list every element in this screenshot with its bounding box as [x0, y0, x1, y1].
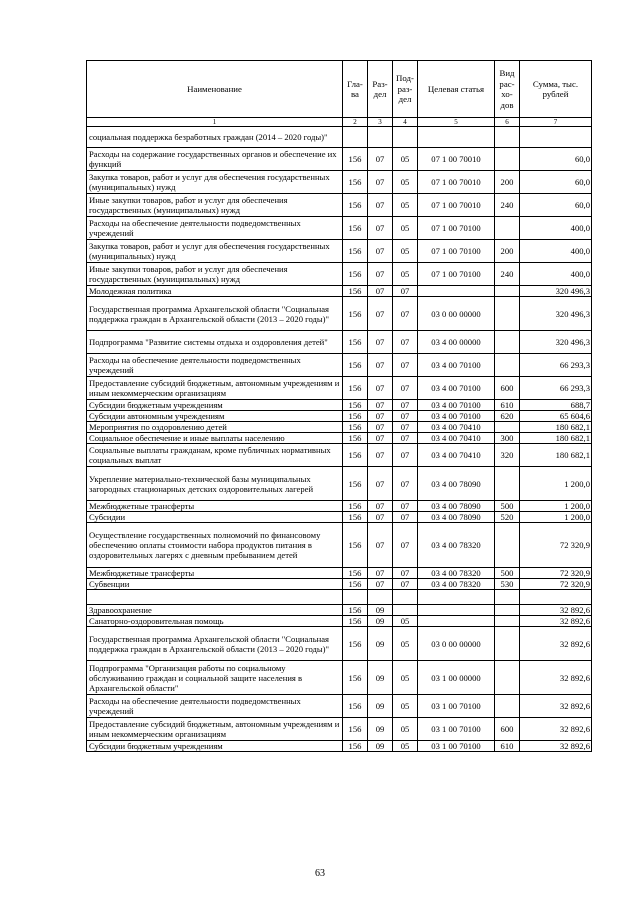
row-sum: 60,0 — [520, 148, 592, 171]
row-podrazdel: 05 — [393, 741, 418, 752]
row-vid: 530 — [495, 579, 520, 590]
row-podrazdel: 07 — [393, 501, 418, 512]
row-sum — [520, 127, 592, 148]
row-article: 07 1 00 70010 — [418, 148, 495, 171]
row-vid — [495, 422, 520, 433]
row-sum: 60,0 — [520, 171, 592, 194]
row-name: Закупка товаров, работ и услуг для обеспечения государственных (муниципальных) нужд — [87, 240, 343, 263]
row-podrazdel — [393, 590, 418, 605]
row-vid: 600 — [495, 377, 520, 400]
row-podrazdel: 07 — [393, 579, 418, 590]
row-article — [418, 286, 495, 297]
table-row — [87, 501, 592, 512]
row-razdel: 07 — [368, 240, 393, 263]
row-razdel: 07 — [368, 501, 393, 512]
row-vid: 300 — [495, 433, 520, 444]
row-vid — [495, 331, 520, 354]
row-article: 03 1 00 70100 — [418, 741, 495, 752]
col-number: 3 — [368, 118, 393, 127]
row-article: 03 1 00 70100 — [418, 718, 495, 741]
row-glava: 156 — [343, 501, 368, 512]
row-sum: 400,0 — [520, 240, 592, 263]
col-number: 2 — [343, 118, 368, 127]
row-sum: 72 320,9 — [520, 568, 592, 579]
row-vid — [495, 127, 520, 148]
table-row — [87, 400, 592, 411]
row-name: Предоставление субсидий бюджетным, автономным учреждениям и иным некоммерческим организациям — [87, 718, 343, 741]
table-row — [87, 523, 592, 568]
row-sum: 32 892,6 — [520, 661, 592, 695]
row-sum: 1 200,0 — [520, 512, 592, 523]
table-row — [87, 263, 592, 286]
row-razdel: 09 — [368, 695, 393, 718]
row-podrazdel: 07 — [393, 444, 418, 467]
row-name: Государственная программа Архангельской области "Социальная поддержка граждан в Архангельской области (2013 – 2020 годы)" — [87, 297, 343, 331]
header-razdel: Раз-дел — [368, 61, 393, 118]
row-podrazdel: 07 — [393, 422, 418, 433]
row-razdel: 07 — [368, 422, 393, 433]
row-sum: 688,7 — [520, 400, 592, 411]
row-name: Государственная программа Архангельской области "Социальная поддержка граждан в Архангельской области (2013 – 2020 годы)" — [87, 627, 343, 661]
table-row — [87, 579, 592, 590]
row-vid — [495, 148, 520, 171]
row-article: 03 0 00 00000 — [418, 297, 495, 331]
row-sum: 32 892,6 — [520, 605, 592, 616]
row-razdel: 07 — [368, 579, 393, 590]
row-glava: 156 — [343, 523, 368, 568]
row-podrazdel: 07 — [393, 467, 418, 501]
row-sum: 72 320,9 — [520, 579, 592, 590]
row-glava: 156 — [343, 411, 368, 422]
table-row — [87, 512, 592, 523]
table-row — [87, 148, 592, 171]
row-sum: 32 892,6 — [520, 695, 592, 718]
header-sum: Сумма, тыс. рублей — [520, 61, 592, 118]
table-row — [87, 433, 592, 444]
row-name: Подпрограмма "Развитие системы отдыха и оздоровления детей" — [87, 331, 343, 354]
row-podrazdel: 07 — [393, 286, 418, 297]
row-podrazdel: 07 — [393, 512, 418, 523]
table-row — [87, 217, 592, 240]
row-name: Иные закупки товаров, работ и услуг для обеспечения государственных (муниципальных) нужд — [87, 263, 343, 286]
row-glava: 156 — [343, 354, 368, 377]
row-glava: 156 — [343, 377, 368, 400]
row-sum: 320 496,3 — [520, 286, 592, 297]
row-vid: 610 — [495, 400, 520, 411]
row-razdel: 09 — [368, 605, 393, 616]
row-article: 03 4 00 70100 — [418, 400, 495, 411]
header-article: Целевая статья — [418, 61, 495, 118]
row-glava: 156 — [343, 579, 368, 590]
row-podrazdel: 05 — [393, 217, 418, 240]
row-razdel: 09 — [368, 741, 393, 752]
row-glava: 156 — [343, 433, 368, 444]
row-name: Межбюджетные трансферты — [87, 568, 343, 579]
row-podrazdel — [393, 605, 418, 616]
row-sum: 400,0 — [520, 217, 592, 240]
row-name: Расходы на обеспечение деятельности подведомственных учреждений — [87, 217, 343, 240]
row-vid — [495, 605, 520, 616]
row-sum: 66 293,3 — [520, 377, 592, 400]
row-name: Молодежная политика — [87, 286, 343, 297]
row-article — [418, 616, 495, 627]
row-article: 07 1 00 70100 — [418, 217, 495, 240]
row-podrazdel: 05 — [393, 263, 418, 286]
row-razdel: 07 — [368, 331, 393, 354]
row-glava: 156 — [343, 422, 368, 433]
row-vid — [495, 590, 520, 605]
row-sum: 400,0 — [520, 263, 592, 286]
row-podrazdel — [393, 127, 418, 148]
table-row — [87, 377, 592, 400]
row-razdel: 07 — [368, 297, 393, 331]
row-name: Социальные выплаты гражданам, кроме публичных нормативных социальных выплат — [87, 444, 343, 467]
row-glava: 156 — [343, 444, 368, 467]
row-podrazdel: 05 — [393, 695, 418, 718]
row-name: Укрепление материально-технической базы муниципальных загородных стационарных детских оздоровительных лагерей — [87, 467, 343, 501]
row-article: 03 4 00 78320 — [418, 523, 495, 568]
row-glava: 156 — [343, 148, 368, 171]
row-article: 07 1 00 70010 — [418, 194, 495, 217]
row-sum: 72 320,9 — [520, 523, 592, 568]
table-row — [87, 661, 592, 695]
row-razdel: 07 — [368, 194, 393, 217]
row-name: Субсидии автономным учреждениям — [87, 411, 343, 422]
row-vid — [495, 695, 520, 718]
row-name: Закупка товаров, работ и услуг для обеспечения государственных (муниципальных) нужд — [87, 171, 343, 194]
row-glava: 156 — [343, 718, 368, 741]
row-vid — [495, 217, 520, 240]
row-podrazdel: 07 — [393, 400, 418, 411]
header-name: Наименование — [87, 61, 343, 118]
row-razdel: 07 — [368, 263, 393, 286]
row-article: 03 4 00 70100 — [418, 354, 495, 377]
row-sum: 1 200,0 — [520, 501, 592, 512]
row-podrazdel: 07 — [393, 377, 418, 400]
header-podrazdel: Под-раз-дел — [393, 61, 418, 118]
row-article: 03 1 00 00000 — [418, 661, 495, 695]
row-glava: 156 — [343, 568, 368, 579]
table-row — [87, 741, 592, 752]
row-razdel: 09 — [368, 627, 393, 661]
table-row — [87, 171, 592, 194]
row-name: Межбюджетные трансферты — [87, 501, 343, 512]
row-glava: 156 — [343, 695, 368, 718]
table-row — [87, 354, 592, 377]
row-name: социальная поддержка безработных граждан (2014 – 2020 годы)" — [87, 127, 343, 148]
budget-table — [86, 60, 592, 752]
row-name: Предоставление субсидий бюджетным, автономным учреждениям и иным некоммерческим организациям — [87, 377, 343, 400]
header-vid: Вид рас-хо-дов — [495, 61, 520, 118]
row-podrazdel: 07 — [393, 568, 418, 579]
row-sum: 65 604,6 — [520, 411, 592, 422]
header-row — [87, 61, 592, 118]
row-name: Субсидии бюджетным учреждениям — [87, 400, 343, 411]
row-razdel: 07 — [368, 217, 393, 240]
row-article — [418, 590, 495, 605]
row-article: 03 4 00 70410 — [418, 444, 495, 467]
row-podrazdel: 05 — [393, 171, 418, 194]
row-sum: 180 682,1 — [520, 433, 592, 444]
table-row — [87, 568, 592, 579]
row-razdel: 07 — [368, 411, 393, 422]
row-glava: 156 — [343, 286, 368, 297]
table-row — [87, 627, 592, 661]
row-razdel — [368, 590, 393, 605]
row-razdel: 07 — [368, 512, 393, 523]
row-vid — [495, 467, 520, 501]
row-podrazdel: 05 — [393, 240, 418, 263]
row-sum: 32 892,6 — [520, 616, 592, 627]
table-row — [87, 444, 592, 467]
row-podrazdel: 05 — [393, 148, 418, 171]
row-razdel: 07 — [368, 148, 393, 171]
row-article: 07 1 00 70100 — [418, 240, 495, 263]
row-article: 03 4 00 70410 — [418, 422, 495, 433]
col-number: 6 — [495, 118, 520, 127]
col-number: 5 — [418, 118, 495, 127]
table-row — [87, 411, 592, 422]
row-article: 03 4 00 78320 — [418, 579, 495, 590]
row-vid: 620 — [495, 411, 520, 422]
row-article — [418, 605, 495, 616]
row-article: 03 4 00 78090 — [418, 467, 495, 501]
row-glava: 156 — [343, 400, 368, 411]
row-razdel: 07 — [368, 467, 393, 501]
row-glava: 156 — [343, 171, 368, 194]
row-vid: 600 — [495, 718, 520, 741]
row-podrazdel: 07 — [393, 523, 418, 568]
row-sum: 32 892,6 — [520, 741, 592, 752]
table-row — [87, 422, 592, 433]
row-vid: 520 — [495, 512, 520, 523]
table-body — [87, 127, 592, 752]
row-vid — [495, 297, 520, 331]
row-glava: 156 — [343, 217, 368, 240]
row-glava: 156 — [343, 741, 368, 752]
page-number: 63 — [315, 868, 325, 879]
row-sum: 320 496,3 — [520, 331, 592, 354]
row-article: 03 4 00 70100 — [418, 377, 495, 400]
row-podrazdel: 07 — [393, 433, 418, 444]
row-article: 03 4 00 70100 — [418, 411, 495, 422]
row-article: 03 1 00 70100 — [418, 695, 495, 718]
row-razdel: 07 — [368, 568, 393, 579]
row-name: Субвенции — [87, 579, 343, 590]
row-vid: 200 — [495, 171, 520, 194]
row-vid: 240 — [495, 263, 520, 286]
table-row — [87, 616, 592, 627]
row-name: Иные закупки товаров, работ и услуг для обеспечения государственных (муниципальных) нужд — [87, 194, 343, 217]
row-razdel: 07 — [368, 354, 393, 377]
row-sum: 66 293,3 — [520, 354, 592, 377]
row-sum: 32 892,6 — [520, 627, 592, 661]
row-article: 03 4 00 78090 — [418, 512, 495, 523]
row-article: 07 1 00 70010 — [418, 171, 495, 194]
row-razdel: 07 — [368, 377, 393, 400]
row-razdel: 09 — [368, 616, 393, 627]
row-vid: 200 — [495, 240, 520, 263]
row-vid: 320 — [495, 444, 520, 467]
row-name: Подпрограмма "Организация работы по социальному обслуживанию граждан и социальной защите населения в Архангельской области" — [87, 661, 343, 695]
row-glava: 156 — [343, 194, 368, 217]
table-row — [87, 695, 592, 718]
row-name: Субсидии бюджетным учреждениям — [87, 741, 343, 752]
row-name: Санаторно-оздоровительная помощь — [87, 616, 343, 627]
row-razdel — [368, 127, 393, 148]
row-razdel: 09 — [368, 661, 393, 695]
row-sum: 320 496,3 — [520, 297, 592, 331]
row-vid — [495, 616, 520, 627]
row-article: 03 0 00 00000 — [418, 627, 495, 661]
row-glava — [343, 127, 368, 148]
row-name: Социальное обеспечение и иные выплаты населению — [87, 433, 343, 444]
row-vid: 500 — [495, 501, 520, 512]
row-podrazdel: 05 — [393, 661, 418, 695]
row-glava: 156 — [343, 297, 368, 331]
row-vid — [495, 523, 520, 568]
row-sum: 180 682,1 — [520, 422, 592, 433]
row-sum: 60,0 — [520, 194, 592, 217]
table-row — [87, 467, 592, 501]
row-razdel: 07 — [368, 444, 393, 467]
row-razdel: 07 — [368, 523, 393, 568]
row-article: 03 4 00 78320 — [418, 568, 495, 579]
row-sum: 1 200,0 — [520, 467, 592, 501]
row-sum: 180 682,1 — [520, 444, 592, 467]
row-podrazdel: 07 — [393, 354, 418, 377]
row-glava: 156 — [343, 263, 368, 286]
row-sum: 32 892,6 — [520, 718, 592, 741]
row-article: 03 4 00 78090 — [418, 501, 495, 512]
table-row — [87, 194, 592, 217]
row-name: Расходы на содержание государственных органов и обеспечение их функций — [87, 148, 343, 171]
row-name: Субсидии — [87, 512, 343, 523]
row-article — [418, 127, 495, 148]
table-row — [87, 286, 592, 297]
row-vid — [495, 286, 520, 297]
row-vid — [495, 661, 520, 695]
row-glava: 156 — [343, 627, 368, 661]
row-glava: 156 — [343, 661, 368, 695]
row-name: Расходы на обеспечение деятельности подведомственных учреждений — [87, 695, 343, 718]
row-podrazdel: 05 — [393, 627, 418, 661]
table-row — [87, 605, 592, 616]
col-number: 4 — [393, 118, 418, 127]
row-podrazdel: 05 — [393, 194, 418, 217]
row-name: Мероприятия по оздоровлению детей — [87, 422, 343, 433]
row-podrazdel: 07 — [393, 297, 418, 331]
row-glava: 156 — [343, 240, 368, 263]
row-podrazdel: 07 — [393, 411, 418, 422]
row-podrazdel: 05 — [393, 718, 418, 741]
row-article: 03 4 00 00000 — [418, 331, 495, 354]
row-name — [87, 590, 343, 605]
row-razdel: 07 — [368, 400, 393, 411]
row-glava: 156 — [343, 616, 368, 627]
row-glava: 156 — [343, 467, 368, 501]
row-name: Здравоохранение — [87, 605, 343, 616]
row-name: Расходы на обеспечение деятельности подведомственных учреждений — [87, 354, 343, 377]
table-row — [87, 127, 592, 148]
col-number: 1 — [87, 118, 343, 127]
table-row — [87, 590, 592, 605]
row-name: Осуществление государственных полномочий по финансовому обеспечению оплаты стоимости набора продуктов питания в оздоровительных лагерях с дневным пребыванием детей — [87, 523, 343, 568]
col-number: 7 — [520, 118, 592, 127]
header-glava: Гла-ва — [343, 61, 368, 118]
budget-table-sheet — [86, 60, 591, 752]
row-razdel: 07 — [368, 433, 393, 444]
row-vid — [495, 627, 520, 661]
row-article: 03 4 00 70410 — [418, 433, 495, 444]
table-row — [87, 297, 592, 331]
row-sum — [520, 590, 592, 605]
row-glava: 156 — [343, 331, 368, 354]
row-vid: 500 — [495, 568, 520, 579]
row-vid — [495, 354, 520, 377]
row-glava — [343, 590, 368, 605]
row-razdel: 07 — [368, 171, 393, 194]
row-podrazdel: 05 — [393, 616, 418, 627]
row-razdel: 07 — [368, 286, 393, 297]
row-glava: 156 — [343, 605, 368, 616]
table-row — [87, 331, 592, 354]
row-podrazdel: 07 — [393, 331, 418, 354]
row-article: 07 1 00 70100 — [418, 263, 495, 286]
row-vid: 610 — [495, 741, 520, 752]
table-row — [87, 240, 592, 263]
column-number-row — [87, 118, 592, 127]
row-glava: 156 — [343, 512, 368, 523]
row-vid: 240 — [495, 194, 520, 217]
row-razdel: 09 — [368, 718, 393, 741]
table-row — [87, 718, 592, 741]
